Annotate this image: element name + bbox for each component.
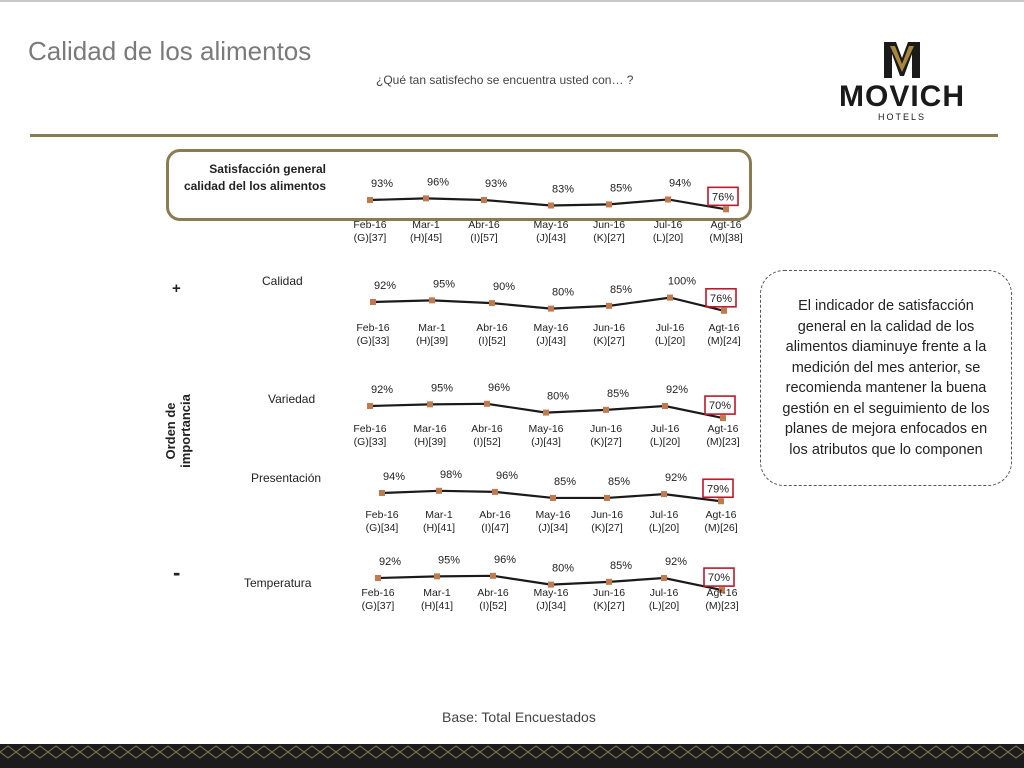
category-label: Feb-16 bbox=[365, 509, 399, 521]
category-label: Feb-16 bbox=[353, 219, 387, 231]
category-label: Mar-1 bbox=[412, 219, 440, 231]
category-label: (J)[34] bbox=[536, 600, 566, 612]
category-label: Abr-16 bbox=[471, 423, 503, 435]
row-label-overall-line-2: calidad del los alimentos bbox=[183, 179, 326, 193]
category-label: Feb-16 bbox=[356, 322, 390, 334]
importance-minus-sign: - bbox=[173, 560, 181, 585]
category-label: Agt-16 bbox=[708, 322, 740, 334]
data-point bbox=[434, 573, 440, 579]
data-label: 95% bbox=[432, 278, 456, 291]
data-label: 79% bbox=[706, 483, 730, 496]
category-label: Mar-1 bbox=[423, 587, 451, 599]
data-label: 76% bbox=[711, 191, 735, 204]
category-label: Jun-16 bbox=[592, 587, 626, 599]
category-label: (K)[27] bbox=[593, 335, 625, 347]
category-label: (I)[52] bbox=[473, 436, 501, 448]
category-label: Jul-16 bbox=[653, 219, 683, 231]
category-label: Abr-16 bbox=[477, 587, 509, 599]
footer-pattern bbox=[0, 744, 1024, 768]
category-label: May-16 bbox=[528, 423, 564, 435]
category-label: (I)[52] bbox=[478, 335, 506, 347]
category-label: (M)[26] bbox=[704, 522, 738, 534]
logo-main-text: MOVICH bbox=[839, 80, 965, 113]
category-label: Abr-16 bbox=[476, 322, 508, 334]
data-label: 94% bbox=[668, 177, 692, 190]
category-label: (K)[27] bbox=[593, 600, 625, 612]
row-label-overall-line-1: Satisfacción general bbox=[209, 162, 326, 176]
data-point bbox=[661, 575, 667, 581]
data-point bbox=[367, 197, 373, 203]
data-point bbox=[550, 495, 556, 501]
data-label: 80% bbox=[546, 390, 570, 403]
category-label: Abr-16 bbox=[468, 219, 500, 231]
category-label: Agt-16 bbox=[706, 587, 738, 599]
row-label-temperatura: Temperatura bbox=[244, 576, 312, 590]
category-label: (I)[47] bbox=[481, 522, 509, 534]
category-label: (L)[20] bbox=[648, 522, 680, 534]
data-label: 92% bbox=[370, 384, 394, 396]
category-label: Jun-16 bbox=[590, 509, 624, 521]
data-label: 95% bbox=[430, 382, 454, 395]
category-label: Mar-1 bbox=[425, 509, 453, 521]
category-label: (G)[37] bbox=[353, 232, 387, 244]
category-label: (M)[38] bbox=[709, 232, 743, 244]
category-label: (G)[34] bbox=[365, 522, 399, 534]
data-label: 90% bbox=[492, 281, 516, 294]
category-label: Jul-16 bbox=[649, 509, 679, 521]
data-label: 70% bbox=[707, 572, 731, 585]
category-label: (M)[23] bbox=[706, 436, 740, 448]
data-point bbox=[484, 401, 490, 407]
category-label: (M)[23] bbox=[705, 600, 739, 612]
data-label: 92% bbox=[665, 384, 689, 396]
data-point bbox=[662, 403, 668, 409]
category-label: (H)[39] bbox=[413, 436, 447, 448]
data-point bbox=[481, 197, 487, 203]
category-label: (H)[45] bbox=[409, 232, 443, 244]
data-label: 85% bbox=[607, 475, 631, 488]
data-point bbox=[379, 490, 385, 496]
data-label: 85% bbox=[609, 559, 633, 572]
base-note: Base: Total Encuestados bbox=[442, 709, 596, 725]
category-label: (G)[33] bbox=[356, 335, 390, 347]
category-label: Agt-16 bbox=[705, 509, 737, 521]
category-label: (K)[27] bbox=[593, 232, 625, 244]
category-label: Jun-16 bbox=[592, 322, 626, 334]
data-point bbox=[489, 300, 495, 306]
chart-3 bbox=[365, 469, 737, 534]
data-label: 85% bbox=[609, 283, 633, 296]
data-point bbox=[490, 573, 496, 579]
data-label: 96% bbox=[495, 469, 519, 482]
category-label: Agt-16 bbox=[707, 423, 739, 435]
row-label-variedad: Variedad bbox=[268, 392, 316, 406]
chart-0 bbox=[353, 176, 742, 244]
category-label: Mar-16 bbox=[413, 423, 447, 435]
category-label: (H)[39] bbox=[415, 335, 449, 347]
category-label: (J)[43] bbox=[531, 436, 561, 448]
data-point bbox=[367, 403, 373, 409]
data-point bbox=[723, 206, 729, 212]
category-label: (J)[43] bbox=[536, 232, 566, 244]
data-label: 96% bbox=[493, 553, 517, 566]
category-label: (J)[34] bbox=[538, 522, 568, 534]
data-label: 83% bbox=[551, 183, 575, 196]
data-point bbox=[543, 410, 549, 416]
data-label: 76% bbox=[709, 292, 733, 305]
category-label: Feb-16 bbox=[361, 587, 395, 599]
data-label: 93% bbox=[370, 178, 394, 190]
category-label: May-16 bbox=[535, 509, 571, 521]
data-point bbox=[667, 295, 673, 301]
data-point bbox=[427, 401, 433, 407]
page-title: Calidad de los alimentos bbox=[28, 36, 312, 66]
category-label: Jul-16 bbox=[655, 322, 685, 334]
data-label: 92% bbox=[378, 556, 402, 568]
category-label: (G)[33] bbox=[353, 436, 387, 448]
category-label: (L)[20] bbox=[649, 436, 681, 448]
data-label: 96% bbox=[426, 176, 450, 189]
page-subtitle: ¿Qué tan satisfecho se encuentra usted con… ? bbox=[376, 73, 634, 87]
data-label: 80% bbox=[551, 562, 575, 575]
data-point bbox=[436, 488, 442, 494]
data-label: 92% bbox=[373, 280, 397, 292]
data-point bbox=[720, 415, 726, 421]
data-point bbox=[718, 498, 724, 504]
category-label: (M)[24] bbox=[707, 335, 741, 347]
category-label: (K)[27] bbox=[591, 522, 623, 534]
category-label: (H)[41] bbox=[422, 522, 456, 534]
logo-sub-text: HOTELS bbox=[877, 112, 927, 122]
category-label: Agt-16 bbox=[710, 219, 742, 231]
chart-4 bbox=[361, 554, 738, 612]
data-point bbox=[606, 579, 612, 585]
data-label: 100% bbox=[667, 275, 697, 288]
row-label-overall bbox=[150, 161, 326, 195]
data-point bbox=[429, 297, 435, 303]
category-label: Feb-16 bbox=[353, 423, 387, 435]
data-point bbox=[665, 196, 671, 202]
data-label: 85% bbox=[606, 387, 630, 400]
category-label: (K)[27] bbox=[590, 436, 622, 448]
importance-axis-title: Orden de importancia bbox=[163, 394, 193, 468]
category-label: (I)[57] bbox=[470, 232, 498, 244]
row-label-calidad: Calidad bbox=[262, 274, 303, 288]
data-point bbox=[661, 491, 667, 497]
chart-2 bbox=[353, 382, 739, 448]
data-label: 70% bbox=[708, 400, 732, 413]
chart-1 bbox=[356, 276, 740, 347]
category-label: (L)[20] bbox=[652, 232, 684, 244]
category-label: May-16 bbox=[533, 322, 569, 334]
category-label: (J)[43] bbox=[536, 335, 566, 347]
category-label: (H)[41] bbox=[420, 600, 454, 612]
row-label-presentacion: Presentación bbox=[251, 471, 322, 485]
data-point bbox=[548, 306, 554, 312]
data-point bbox=[721, 308, 727, 314]
data-label: 85% bbox=[609, 182, 633, 195]
insight-note bbox=[760, 270, 1012, 486]
category-label: (G)[37] bbox=[361, 600, 395, 612]
category-label: Jul-16 bbox=[650, 423, 680, 435]
data-label: 80% bbox=[551, 286, 575, 299]
category-label: Abr-16 bbox=[479, 509, 511, 521]
category-label: Jul-16 bbox=[649, 587, 679, 599]
data-point bbox=[604, 495, 610, 501]
data-point bbox=[606, 201, 612, 207]
category-label: (L)[20] bbox=[654, 335, 686, 347]
data-point bbox=[548, 203, 554, 209]
insight-note-text: El indicador de satisfacción general en la calidad de los alimentos diaminuye frente a la medición del mes anterior, se recomienda mantener la buena gestión en el seguimiento de los planes de mejora enfocados en los atributos que lo componen bbox=[782, 298, 990, 458]
data-label: 96% bbox=[487, 381, 511, 394]
category-label: May-16 bbox=[533, 587, 569, 599]
importance-plus-sign: + bbox=[172, 280, 181, 297]
data-label: 93% bbox=[484, 178, 508, 190]
data-label: 94% bbox=[382, 471, 406, 483]
data-label: 92% bbox=[664, 556, 688, 568]
data-point bbox=[375, 575, 381, 581]
data-label: 85% bbox=[553, 475, 577, 488]
data-point bbox=[423, 195, 429, 201]
data-label: 98% bbox=[439, 468, 463, 481]
data-point bbox=[603, 407, 609, 413]
category-label: Mar-1 bbox=[418, 322, 446, 334]
data-point bbox=[492, 489, 498, 495]
category-label: (I)[52] bbox=[479, 600, 507, 612]
category-label: (L)[20] bbox=[648, 600, 680, 612]
data-point bbox=[606, 303, 612, 309]
data-point bbox=[370, 299, 376, 305]
data-label: 92% bbox=[664, 472, 688, 485]
category-label: May-16 bbox=[533, 219, 569, 231]
data-label: 95% bbox=[437, 554, 461, 567]
category-label: Jun-16 bbox=[592, 219, 626, 231]
category-label: Jun-16 bbox=[589, 423, 623, 435]
